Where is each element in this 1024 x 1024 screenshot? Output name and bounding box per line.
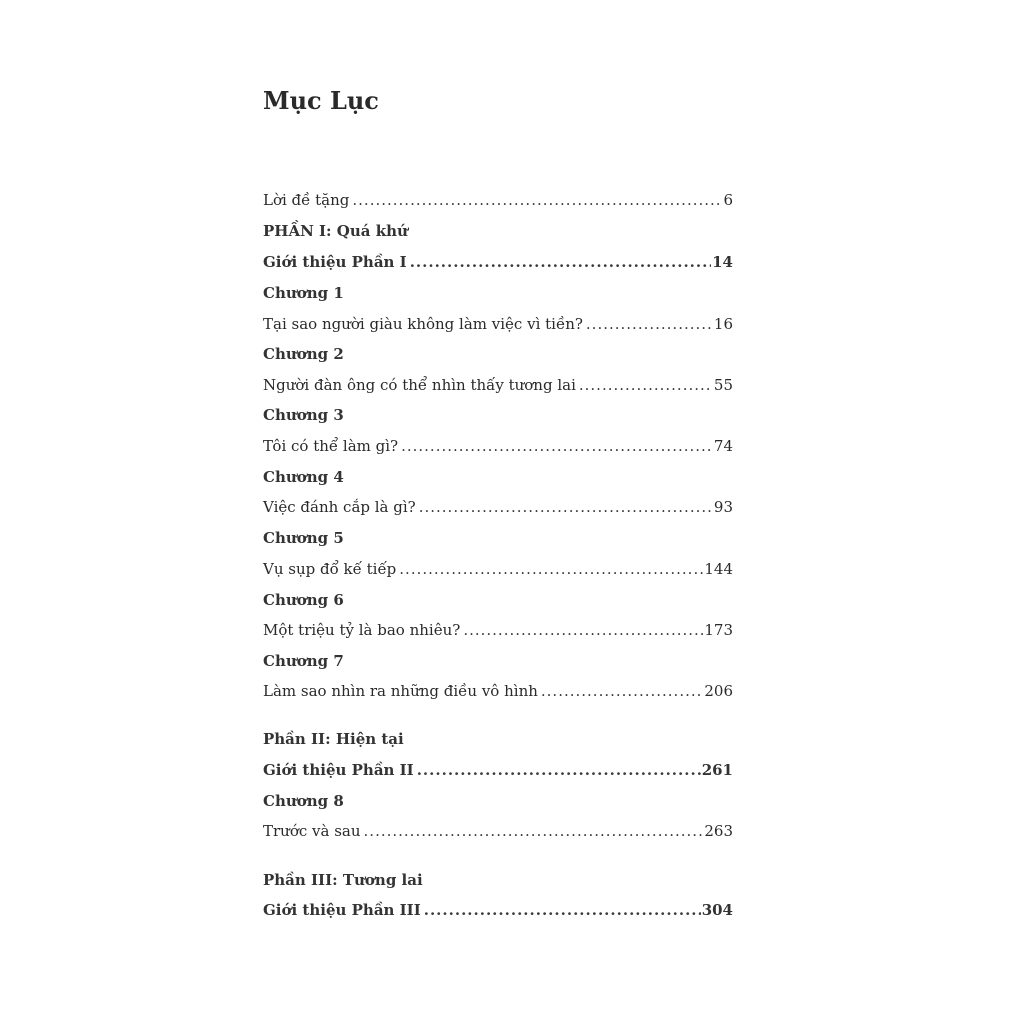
toc-entry [263,679,733,703]
dot-leader [410,250,711,274]
toc-page-number: 206 [704,682,733,700]
toc-entry-label: Chương 1 [263,284,344,302]
toc-chapter-heading [263,465,733,489]
toc-entry-label: PHẦN I: Quá khứ [263,222,408,240]
toc-entry [263,250,733,274]
toc-entry [263,898,733,922]
toc-entry-label: Chương 3 [263,406,344,424]
toc-page-number: 55 [713,376,733,394]
toc-entry-label: Vụ sụp đổ kế tiếp [263,560,397,578]
toc-page-number: 261 [701,761,733,779]
toc-entry-label: Giới thiệu Phần III [263,901,421,919]
toc-entry [263,557,733,581]
toc-entry-label: Giới thiệu Phần II [263,761,414,779]
toc-chapter-heading [263,403,733,427]
toc-entry-label: Làm sao nhìn ra những điều vô hình [263,682,538,700]
toc-entry-label: Phần II: Hiện tại [263,730,404,748]
toc-entry [263,373,733,397]
toc-chapter-heading [263,649,733,673]
toc-entry-label: Chương 7 [263,652,344,670]
toc-part-heading [263,868,733,892]
toc-entry-label: Chương 5 [263,529,344,547]
toc-page-number: 74 [713,437,733,455]
dot-leader [419,495,713,519]
dot-leader [541,679,703,703]
dot-leader [579,373,713,397]
table-of-contents [263,0,733,1024]
dot-leader [352,188,722,212]
toc-chapter-heading [263,281,733,305]
toc-chapter-heading [263,588,733,612]
toc-page-number: 93 [713,498,733,516]
toc-entry [263,434,733,458]
page-title: Mục Lục [263,86,379,115]
toc-entry-label: Chương 8 [263,792,344,810]
toc-chapter-heading [263,789,733,813]
dot-leader [586,312,713,336]
toc-entry-label: Phần III: Tương lai [263,871,423,889]
toc-entry-label: Giới thiệu Phần I [263,253,407,271]
toc-entry-label: Chương 6 [263,591,344,609]
toc-entry [263,618,733,642]
toc-page-number: 304 [701,901,733,919]
toc-entry [263,758,733,782]
toc-part-heading [263,219,733,243]
toc-entry-label: Lời đề tặng [263,191,350,209]
toc-page-number: 173 [704,621,733,639]
toc-entry-label: Tôi có thể làm gì? [263,437,399,455]
toc-entry-label: Trước và sau [263,822,361,840]
toc-part-heading [263,727,733,751]
toc-page-number: 263 [704,822,733,840]
dot-leader [463,618,703,642]
dot-leader [417,758,701,782]
toc-entry [263,819,733,843]
dot-leader [364,819,704,843]
toc-page-number: 6 [723,191,733,209]
toc-entry [263,188,733,212]
toc-entry [263,312,733,336]
dot-leader [424,898,701,922]
toc-entry-label: Người đàn ông có thể nhìn thấy tương lai [263,376,576,394]
toc-page-number: 14 [712,253,733,271]
toc-chapter-heading [263,342,733,366]
toc-entry-label: Tại sao người giàu không làm việc vì tiền? [263,315,583,333]
toc-entry-label: Việc đánh cắp là gì? [263,498,416,516]
toc-chapter-heading [263,526,733,550]
toc-entry [263,495,733,519]
toc-page-number: 16 [713,315,733,333]
dot-leader [401,434,713,458]
toc-page-number: 144 [704,560,733,578]
dot-leader [399,557,703,581]
toc-entry-label: Một triệu tỷ là bao nhiêu? [263,621,461,639]
toc-entry-label: Chương 2 [263,345,344,363]
toc-entry-label: Chương 4 [263,468,344,486]
